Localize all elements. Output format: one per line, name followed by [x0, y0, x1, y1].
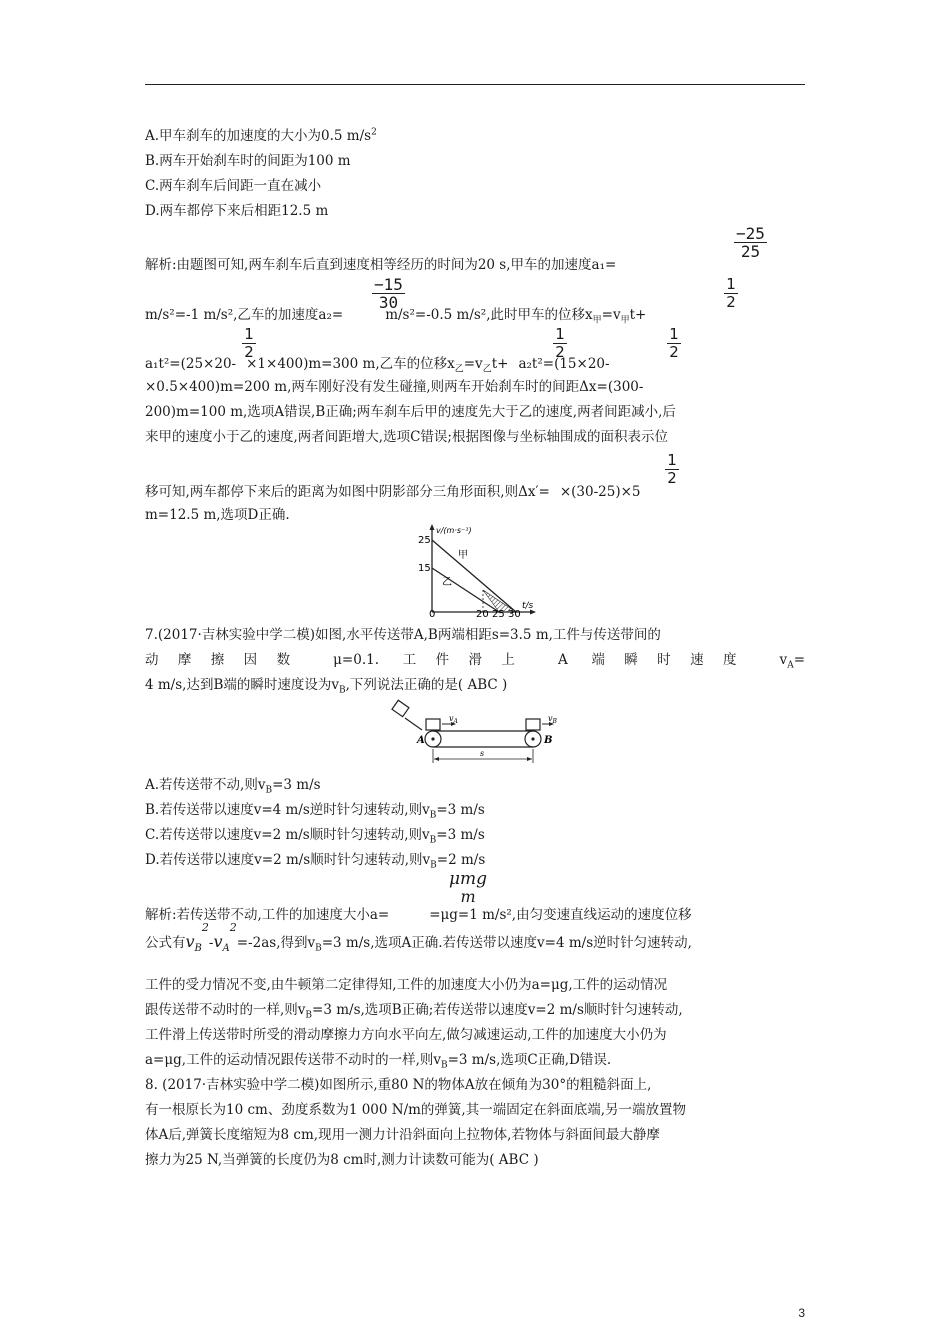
block-at-b: [526, 719, 540, 730]
fraction-half: 1 2: [242, 326, 256, 361]
label-yi: 乙: [442, 577, 452, 588]
line-yi: [432, 568, 499, 612]
q6-solution-line-7: 移可知,两车都停下来后的距离为如图中阴影部分三角形面积,则Δx′= ×(30-25)×5: [145, 484, 641, 500]
q8-line-3: 体A后,弹簧长度缩短为8 cm,现用一测力计沿斜面向上拉物体,若物体与斜面间最大静摩: [145, 1127, 660, 1143]
q7-solution-line-1: 解析:若传送带不动,工件的加速度大小a= =μg=1 m/s²,由匀变速直线运动的速度位移: [145, 907, 692, 923]
q7-solution-line-6: a=μg,工件的运动情况跟传送带不动时的一样,则$v_B=3$ m/s,选项C正确,D错误.: [145, 1052, 612, 1071]
q6-option-a: A.甲车刹车的加速度的大小为0.5 $m/s^2$: [145, 127, 377, 144]
q7-solution-line-4: 跟传送带不动时的一样,则$v_B=3$ m/s,选项B正确;若传送带以速度v=2 m/s顺时针匀速转动,: [145, 1002, 683, 1021]
label-b: B: [544, 735, 553, 746]
arrow-left-icon: [434, 757, 439, 761]
q8-line-2: 有一根原长为10 cm、劲度系数为1 000 N/m的弹簧,其一端固定在斜面底端,另一端放置物: [145, 1102, 687, 1118]
tick-label-30: 30: [508, 609, 521, 620]
fraction-half: 1 2: [553, 326, 567, 361]
label-vb: $v_B$: [548, 714, 557, 725]
incoming-block: [392, 700, 409, 716]
page-number: 3: [798, 1306, 805, 1320]
label-va: $v_A$: [449, 714, 458, 725]
vb-squared: $v_B^2$: [185, 920, 209, 955]
q7-option-b: B.若传送带以速度v=4 m/s逆时针匀速转动,则$v_B=3$ m/s: [145, 802, 485, 821]
q6-solution-line-6: 来甲的速度小于乙的速度,两者间距增大,选项C错误;根据图像与坐标轴围成的面积表示位: [145, 429, 668, 445]
block-at-a: [426, 719, 440, 730]
q7-solution-line-2: 公式有$v_B^2-v_A^2=-2as$,得到$v_B=3$ m/s,选项A正确.若传送带以速度v=4 m/s逆时针匀速转动,: [145, 920, 692, 955]
arrow-right-icon: [527, 757, 532, 761]
q7-option-a: A.若传送带不动,则$v_B=3$ m/s: [145, 777, 321, 796]
tick-label-0: 0: [429, 609, 436, 620]
fraction-umg-over-m: μmg m: [449, 869, 488, 906]
header-rule: [145, 84, 805, 85]
tick-label-25: 25: [418, 535, 431, 546]
q8-line-4: 擦力为25 N,当弹簧的长度仍为8 cm时,测力计读数可能为( ABC ): [145, 1152, 539, 1168]
q6-option-c: C.两车刹车后间距一直在减小: [145, 178, 322, 194]
fraction-a1: −25 25: [736, 224, 765, 261]
q7-line-3: 4 m/s,达到B端的瞬时速度设为$v_B$,下列说法正确的是( ABC ): [145, 677, 508, 696]
q6-solution-line-1: 解析:由题图可知,两车刹车后直到速度相等经历的时间为20 s,甲车的加速度a₁=: [145, 257, 617, 273]
y-axis-arrow-icon: [430, 524, 435, 530]
fraction-a2: −15 30: [374, 275, 403, 312]
tick-label-20: 20: [476, 609, 489, 620]
label-a: A: [417, 735, 425, 746]
q6-solution-line-3: a₁t²=(25×20- ×1×400)m=300 m,乙车的位移$x_乙=v_乙t+ a_2t^2=(15\times 20-$: [145, 356, 610, 375]
q6-option-d: D.两车都停下来后相距12.5 m: [145, 203, 329, 219]
fraction-half: 1 2: [724, 276, 738, 311]
pulley-axle: [531, 737, 534, 740]
q7-solution-line-3: 工件的受力情况不变,由牛顿第二定律得知,工件的加速度大小仍为a=μg,工件的运动情况: [145, 977, 668, 993]
label-s: s: [480, 749, 485, 758]
q6-solution-line-2: m/s²=-1 m/s²,乙车的加速度a₂= m/s²=-0.5 m/s²,此时甲车的位移$x_甲=v_甲t+$: [145, 307, 647, 326]
label-jia: 甲: [458, 550, 468, 561]
incline-ramp: [405, 718, 422, 730]
q7-option-d: D.若传送带以速度v=2 m/s顺时针匀速转动,则$v_B=2$ m/s: [145, 852, 486, 871]
q7-line-1: 7.(2017·吉林实验中学二模)如图,水平传送带A,B两端相距s=3.5 m,工件与传送带间的: [145, 627, 661, 643]
q6-solution-line-4: ×0.5×400)m=200 m,两车刚好没有发生碰撞,则两车开始刹车时的间距Δx=(300-: [145, 379, 644, 395]
q6-solution-line-5: 200)m=100 m,选项A错误,B正确;两车刹车后甲的速度先大于乙的速度,两者间距减小,后: [145, 404, 676, 420]
q7-solution-line-5: 工件滑上传送带时所受的滑动摩擦力方向水平向左,做匀减速运动,工件的加速度大小仍为: [145, 1027, 667, 1043]
velocity-time-graph: [410, 522, 540, 620]
q6-option-b: B.两车开始刹车时的间距为100 m: [145, 153, 351, 169]
q6-solution-line-8: m=12.5 m,选项D正确.: [145, 507, 290, 523]
q7-line-2: 动摩擦因数 μ=0.1. 工件滑上 A 端瞬时速度 $v_A=$: [145, 652, 805, 671]
y-axis-label: v/(m·s⁻¹): [436, 526, 472, 535]
va-squared: $v_A^2$: [213, 920, 237, 955]
pulley-axle: [431, 737, 434, 740]
x-axis-label: t/s: [522, 601, 534, 611]
q7-option-c: C.若传送带以速度v=2 m/s顺时针匀速转动,则$v_B=3$ m/s: [145, 827, 485, 846]
fraction-half: 1 2: [665, 452, 679, 487]
tick-label-15: 15: [418, 563, 431, 574]
fraction-half: 1 2: [667, 326, 681, 361]
q8-line-1: 8. (2017·吉林实验中学二模)如图所示,重80 N的物体A放在倾角为30°的粗糙斜面上,: [145, 1077, 652, 1093]
tick-label-25: 25: [492, 609, 505, 620]
conveyor-belt-figure: [384, 697, 564, 767]
